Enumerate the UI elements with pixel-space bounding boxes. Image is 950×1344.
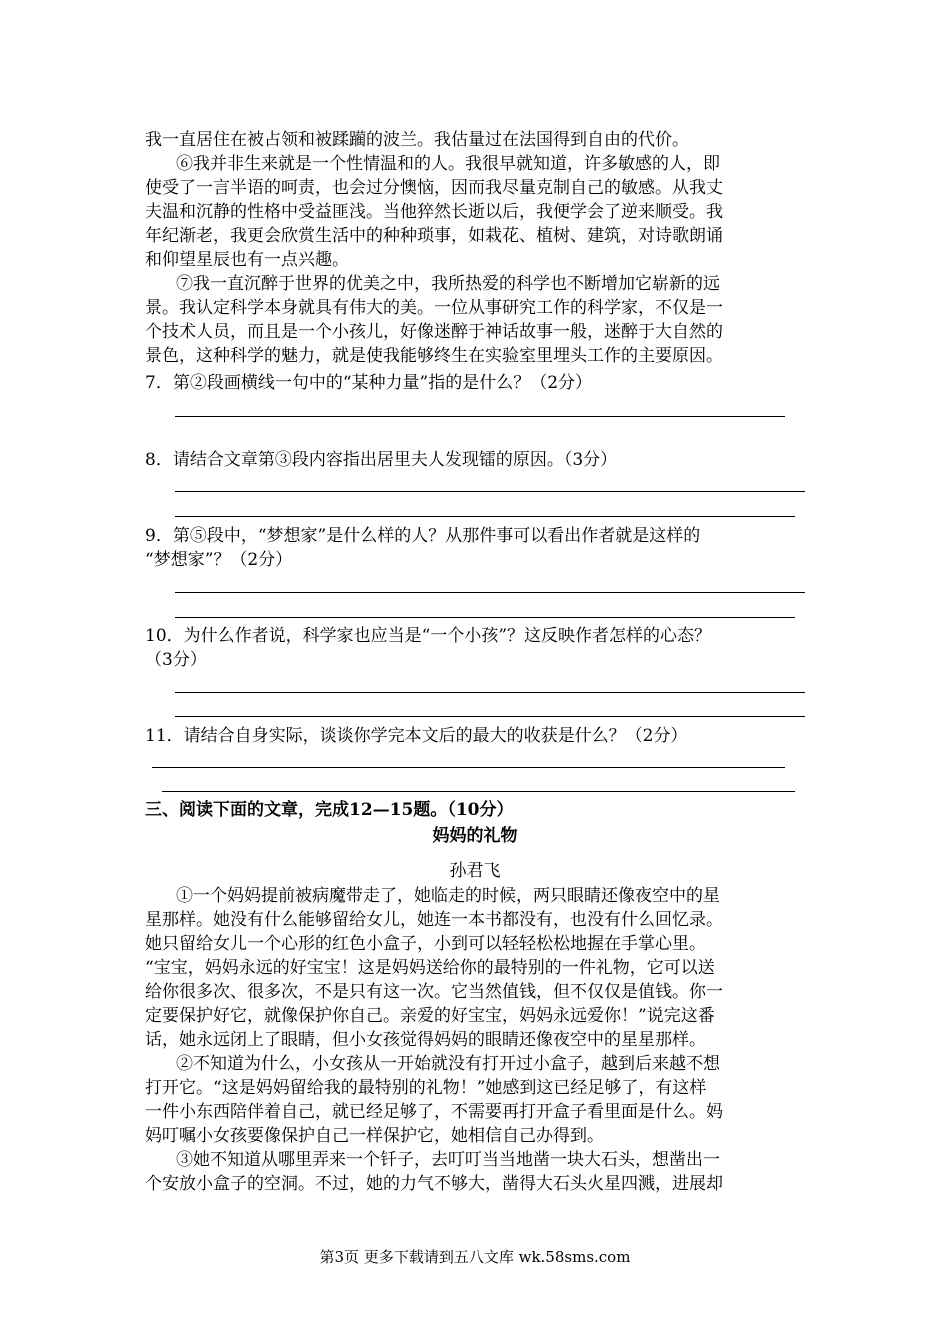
- passage-p7-line: 景色，这种科学的魅力，就是使我能够终生在实验室里埋头工作的主要原因。: [145, 346, 723, 366]
- article-p1-line: 给你很多次、很多次，不是只有这一次。它当然值钱，但不仅仅是值钱。你一: [145, 982, 723, 1002]
- question-10-line1: 10．为什么作者说，科学家也应当是“一个小孩”？这反映作者怎样的心态？: [145, 626, 712, 646]
- article-p1-line: 她只留给女儿一个心形的红色小盒子，小到可以轻轻松松地握在手掌心里。: [145, 934, 706, 954]
- passage-p6-line: 和仰望星辰也有一点兴趣。: [145, 250, 349, 270]
- article-p3-line: 个安放小盒子的空洞。不过，她的力气不够大，凿得大石头火星四溅，进展却: [145, 1174, 723, 1194]
- article-p1-line: “宝宝，妈妈永远的好宝宝！这是妈妈送给你的最特别的一件礼物，它可以送: [145, 958, 715, 978]
- article-p3-line: ③她不知道从哪里弄来一个钎子，去叮叮当当地凿一块大石头，想凿出一: [176, 1150, 720, 1170]
- article-p2-line: 打开它。“这是妈妈留给我的最特别的礼物！”她感到这已经足够了，有这样: [145, 1078, 707, 1098]
- passage-p6-line: 夫温和沉静的性格中受益匪浅。当他猝然长逝以后，我便学会了逆来顺受。我: [145, 202, 723, 222]
- page-footer: 第3页 更多下载请到五八文库 wk.58sms.com: [319, 1248, 631, 1266]
- question-8: 8．请结合文章第③段内容指出居里夫人发现镭的原因。（3分）: [145, 450, 618, 470]
- article-title: 妈妈的礼物: [432, 826, 518, 846]
- article-p1-line: 星那样。她没有什么能够留给女儿，她连一本书都没有，也没有什么回忆录。: [145, 910, 723, 930]
- answer-line: [175, 617, 795, 618]
- article-p1-line: 话，她永远闭上了眼睛，但小女孩觉得妈妈的眼睛还像夜空中的星星那样。: [145, 1030, 706, 1050]
- question-9-line2: “梦想家”？（2分）: [145, 550, 293, 570]
- passage-p5-end: 我一直居住在被占领和被蹂躏的波兰。我估量过在法国得到自由的代价。: [145, 130, 689, 150]
- article-p2-line: 一件小东西陪伴着自己，就已经足够了，不需要再打开盒子看里面是什么。妈: [145, 1102, 723, 1122]
- passage-p7-line: 景。我认定科学本身就具有伟大的美。一位从事研究工作的科学家，不仅是一: [145, 298, 723, 318]
- article-p2-line: 妈叮嘱小女孩要像保护自己一样保护它，她相信自己办得到。: [145, 1126, 604, 1146]
- answer-line: [175, 692, 805, 693]
- answer-line: [175, 491, 805, 492]
- answer-line: [152, 767, 785, 768]
- passage-p6-line: 年纪渐老，我更会欣赏生活中的种种琐事，如栽花、植树、建筑，对诗歌朗诵: [145, 226, 723, 246]
- article-p2-line: ②不知道为什么，小女孩从一开始就没有打开过小盒子，越到后来越不想: [176, 1054, 720, 1074]
- passage-p7-line: 个技术人员，而且是一个小孩儿，好像迷醉于神话故事一般，迷醉于大自然的: [145, 322, 723, 342]
- article-p1-line: 定要保护好它，就像保护你自己。亲爱的好宝宝，妈妈永远爱你！”说完这番: [145, 1006, 715, 1026]
- passage-p6-line: ⑥我并非生来就是一个性情温和的人。我很早就知道，许多敏感的人，即: [176, 154, 720, 174]
- question-11: 11．请结合自身实际，谈谈你学完本文后的最大的收获是什么？（2分）: [145, 726, 688, 746]
- question-10-line2: （3分）: [145, 650, 207, 670]
- passage-p7-line: ⑦我一直沉醉于世界的优美之中，我所热爱的科学也不断增加它崭新的远: [176, 274, 720, 294]
- section-heading: 三、阅读下面的文章，完成12—15题。（10分）: [145, 800, 514, 820]
- answer-line: [162, 791, 795, 792]
- answer-line: [175, 516, 795, 517]
- answer-line: [175, 416, 785, 417]
- passage-p6-line: 使受了一言半语的呵责，也会过分懊恼，因而我尽量克制自己的敏感。从我丈: [145, 178, 723, 198]
- article-author: 孙君飞: [449, 861, 501, 881]
- article-p1-line: ①一个妈妈提前被病魔带走了，她临走的时候，两只眼睛还像夜空中的星: [176, 886, 720, 906]
- question-7: 7．第②段画横线一句中的“某种力量”指的是什么？（2分）: [145, 373, 593, 393]
- answer-line: [175, 716, 805, 717]
- question-9-line1: 9．第⑤段中，“梦想家”是什么样的人？从那件事可以看出作者就是这样的: [145, 526, 701, 546]
- answer-line: [175, 592, 805, 593]
